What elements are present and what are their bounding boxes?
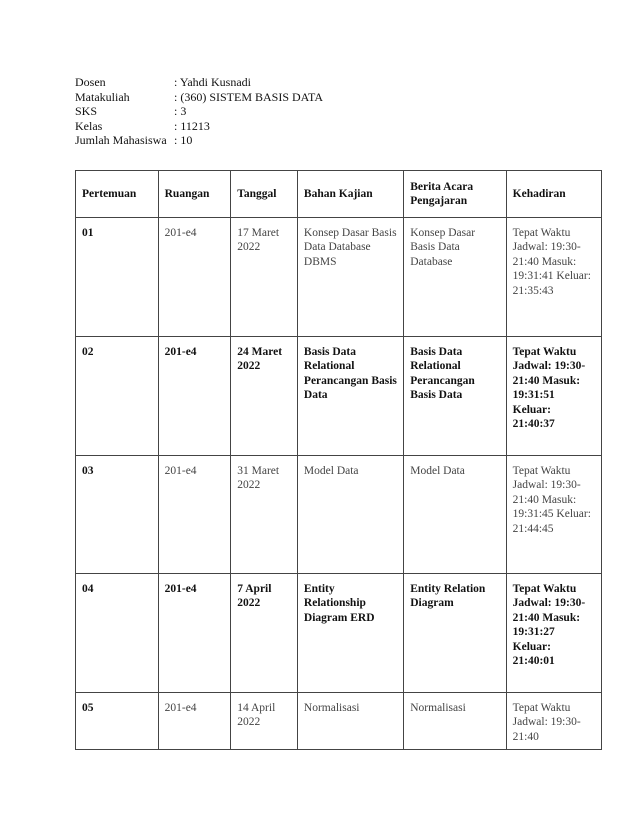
info-label: Dosen xyxy=(75,75,106,89)
info-value: : 10 xyxy=(174,133,193,147)
cell-kehadiran: Tepat Waktu Jadwal: 19:30-21:40 Masuk: 19:31:41 Keluar: 21:35:43 xyxy=(506,218,601,337)
cell-tanggal: 31 Maret 2022 xyxy=(231,456,298,574)
info-value: : 11213 xyxy=(174,118,210,133)
info-value: : 3 xyxy=(174,104,187,118)
table-row xyxy=(76,337,602,456)
cell-berita-acara: Normalisasi xyxy=(404,693,506,750)
cell-berita-acara: Model Data xyxy=(404,456,506,574)
cell-pertemuan: 01 xyxy=(76,218,159,337)
header-tanggal: Tanggal xyxy=(231,171,298,218)
cell-berita-acara: Entity Relation Diagram xyxy=(404,574,506,693)
cell-bahan-kajian: Normalisasi xyxy=(297,693,403,750)
header-kehadiran: Kehadiran xyxy=(506,171,601,218)
cell-tanggal: 17 Maret 2022 xyxy=(231,218,298,337)
cell-bahan-kajian: Entity Relationship Diagram ERD xyxy=(297,574,403,693)
cell-berita-acara: Basis Data Relational Perancangan Basis Data xyxy=(404,337,506,456)
info-label: Jumlah Mahasiswa xyxy=(75,133,167,147)
cell-ruangan: 201-e4 xyxy=(158,693,231,750)
attendance-table xyxy=(75,170,602,750)
cell-tanggal: 14 April 2022 xyxy=(231,693,298,750)
table-row xyxy=(76,456,602,574)
cell-pertemuan: 03 xyxy=(76,456,159,574)
header-pertemuan: Pertemuan xyxy=(76,171,159,218)
cell-ruangan: 201-e4 xyxy=(158,456,231,574)
info-label: Kelas xyxy=(75,118,103,133)
cell-bahan-kajian: Basis Data Relational Perancangan Basis Data xyxy=(297,337,403,456)
cell-ruangan: 201-e4 xyxy=(158,218,231,337)
info-value: : Yahdi Kusnadi xyxy=(174,75,252,89)
info-row-jumlah-mahasiswa xyxy=(75,133,323,148)
table-row xyxy=(76,693,602,750)
cell-tanggal: 24 Maret 2022 xyxy=(231,337,298,456)
info-row-matakuliah xyxy=(75,90,323,105)
cell-kehadiran: Tepat Waktu Jadwal: 19:30-21:40 Masuk: 19:31:27 Keluar: 21:40:01 xyxy=(506,574,601,693)
table-row xyxy=(76,218,602,337)
table-header-row xyxy=(76,171,602,218)
info-value: : (360) SISTEM BASIS DATA xyxy=(174,89,324,104)
cell-tanggal: 7 April 2022 xyxy=(231,574,298,693)
info-row-sks xyxy=(75,104,323,119)
header-berita-acara: Berita Acara Pengajaran xyxy=(404,171,506,218)
cell-ruangan: 201-e4 xyxy=(158,337,231,456)
cell-bahan-kajian: Konsep Dasar Basis Data Database DBMS xyxy=(297,218,403,337)
cell-pertemuan: 05 xyxy=(76,693,159,750)
info-row-dosen xyxy=(75,75,323,90)
cell-kehadiran: Tepat Waktu Jadwal: 19:30-21:40 xyxy=(506,693,601,750)
cell-kehadiran: Tepat Waktu Jadwal: 19:30-21:40 Masuk: 19:31:51 Keluar: 21:40:37 xyxy=(506,337,601,456)
course-info xyxy=(75,75,323,148)
cell-kehadiran: Tepat Waktu Jadwal: 19:30-21:40 Masuk: 19:31:45 Keluar: 21:44:45 xyxy=(506,456,601,574)
cell-pertemuan: 04 xyxy=(76,574,159,693)
table-row xyxy=(76,574,602,693)
info-row-kelas xyxy=(75,119,323,134)
header-ruangan: Ruangan xyxy=(158,171,231,218)
info-label: SKS xyxy=(75,104,98,118)
cell-berita-acara: Konsep Dasar Basis Data Database xyxy=(404,218,506,337)
info-label: Matakuliah xyxy=(75,89,130,104)
cell-ruangan: 201-e4 xyxy=(158,574,231,693)
cell-bahan-kajian: Model Data xyxy=(297,456,403,574)
cell-pertemuan: 02 xyxy=(76,337,159,456)
header-bahan-kajian: Bahan Kajian xyxy=(297,171,403,218)
